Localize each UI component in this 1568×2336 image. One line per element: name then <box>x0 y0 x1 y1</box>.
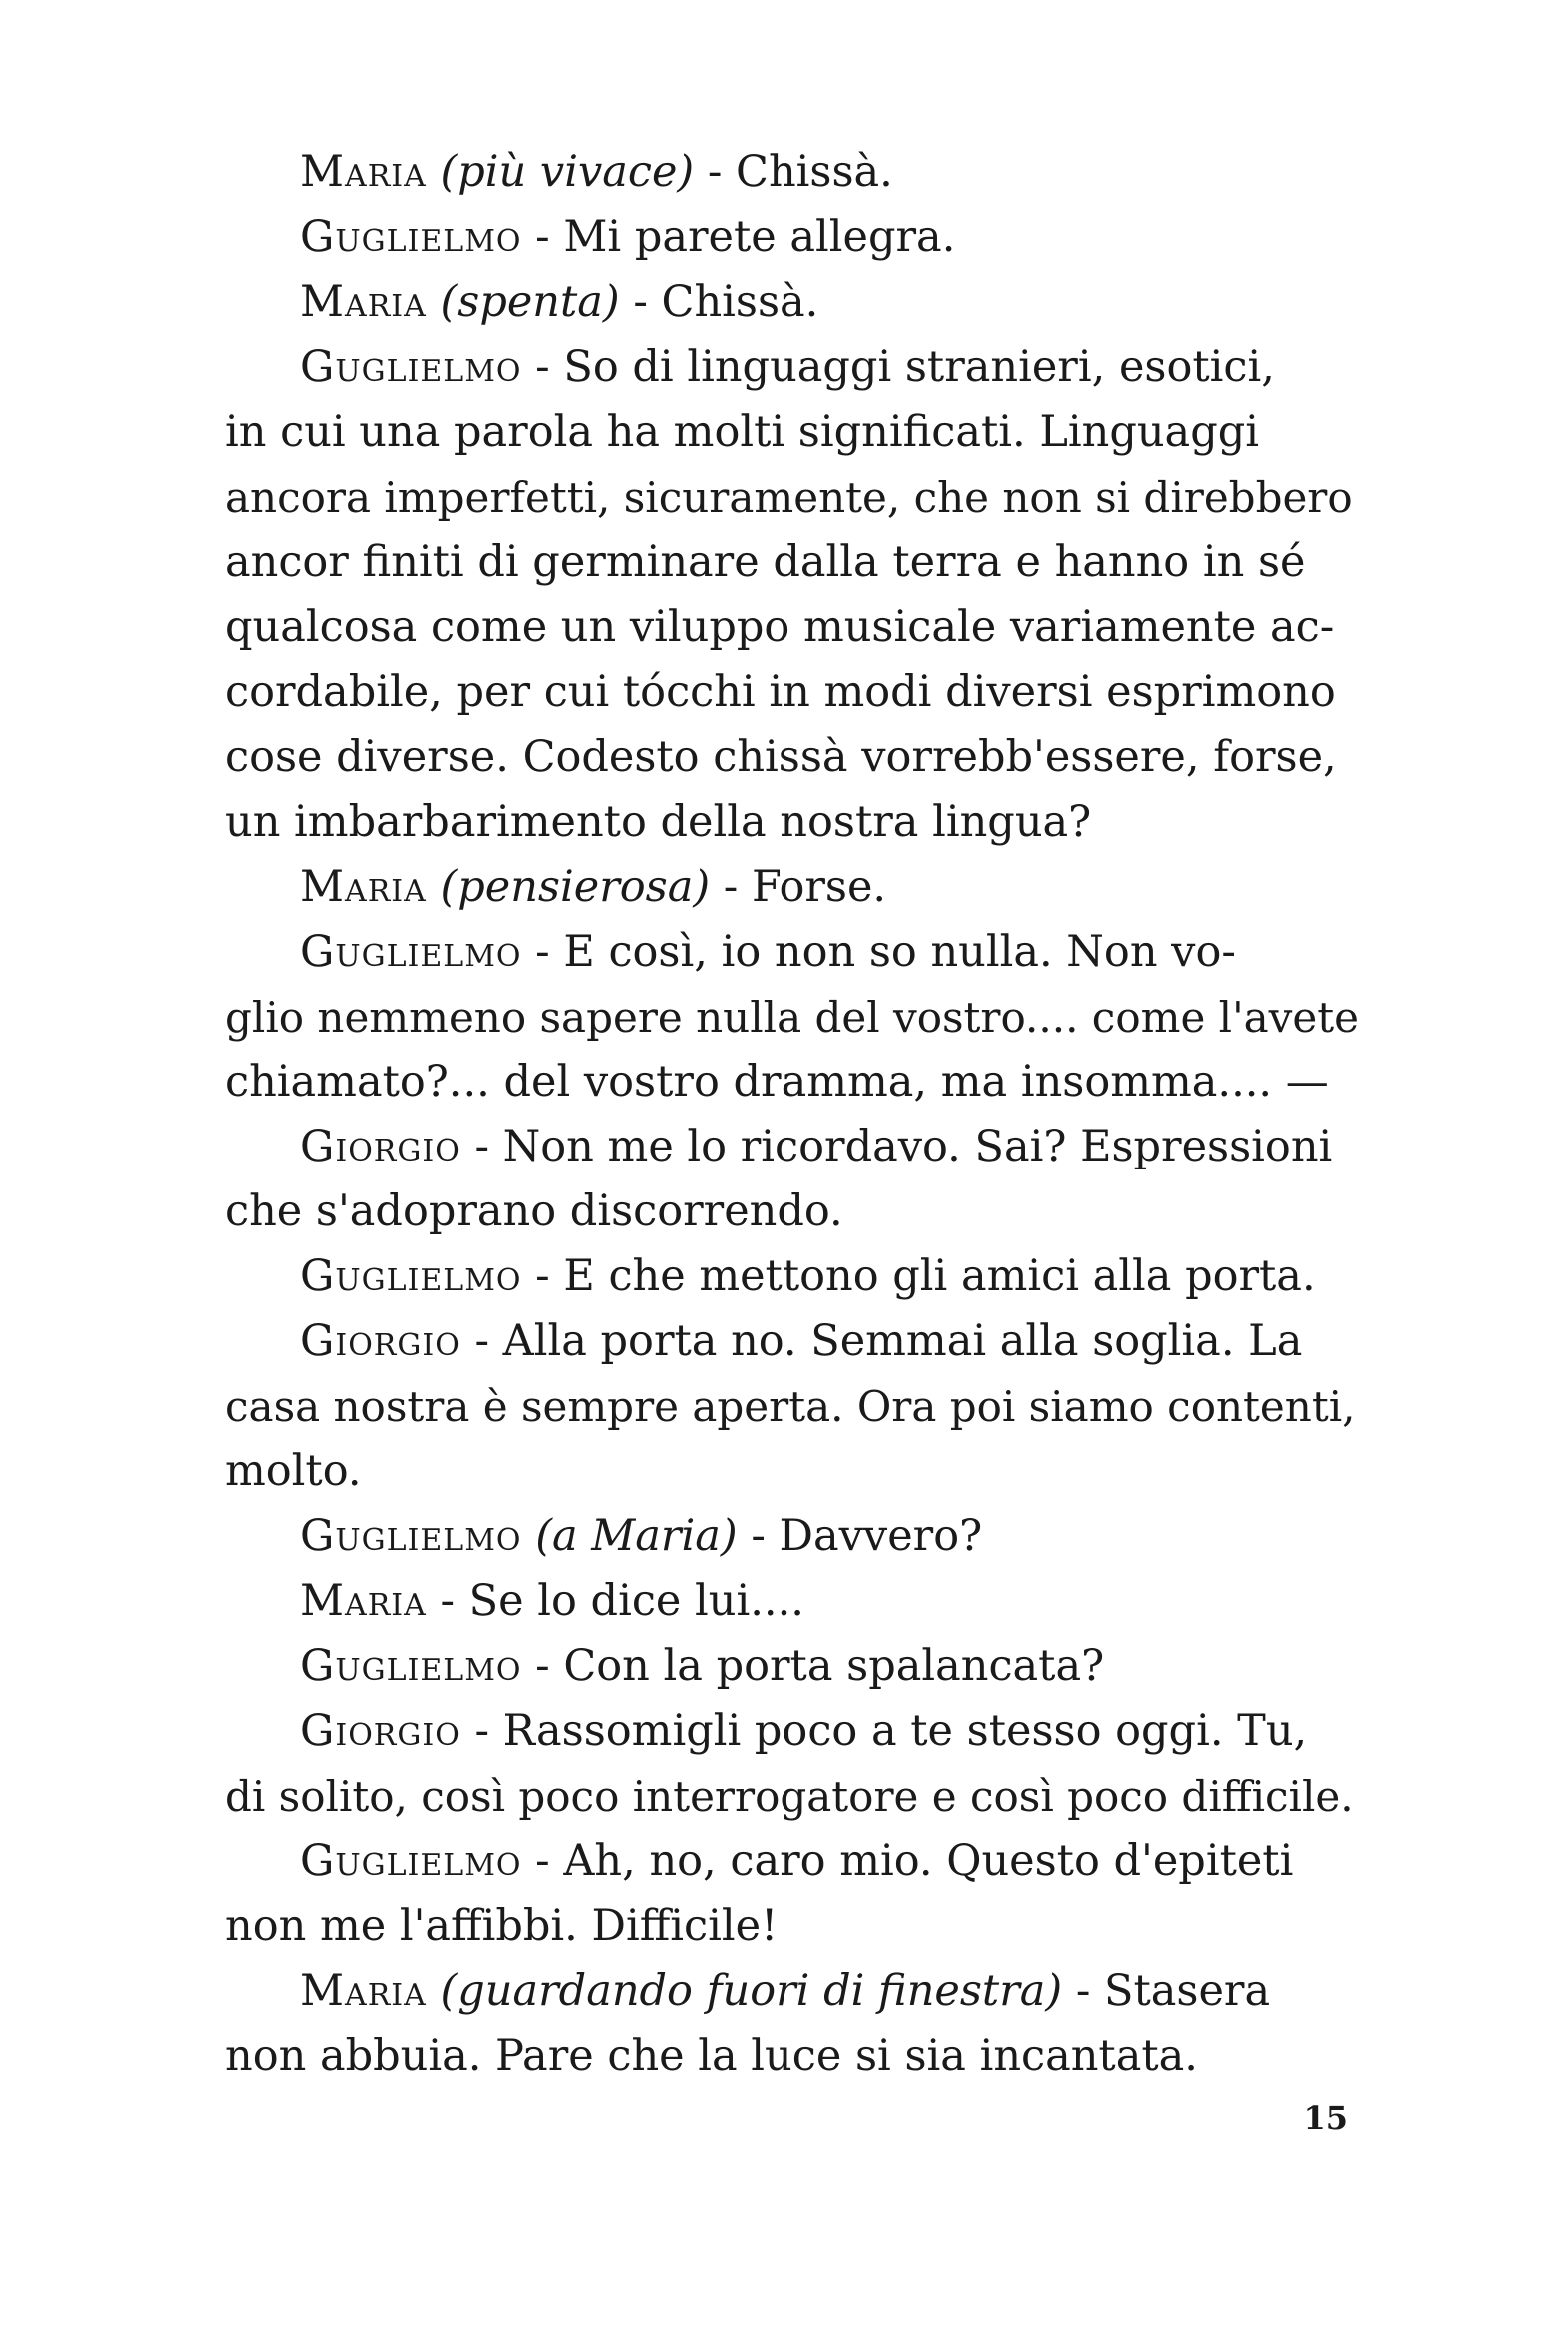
dialogue-text: che s'adoprano discorrendo. <box>225 1186 843 1236</box>
dialogue-text: non abbuia. Pare che la luce si sia incantata. <box>225 2031 1198 2081</box>
dialogue-line-continuation <box>225 400 1359 465</box>
dialogue-line-continuation <box>225 985 1359 1050</box>
dialogue-text: casa nostra è sempre aperta. Ora poi siamo contenti, <box>225 1382 1356 1431</box>
stage-direction: (guardando fuori di finestra) <box>440 1966 1063 2016</box>
dialogue-line-speaker <box>225 140 1359 205</box>
stage-direction: (più vivace) <box>440 147 695 197</box>
dialogue-text: in cui una parola ha molti significati. Linguaggi <box>225 407 1260 457</box>
speaker-name: Guglielmo <box>300 212 522 262</box>
page-number: 15 <box>1303 2099 1348 2137</box>
dialogue-text: - E che mettono gli amici alla porta. <box>521 1251 1316 1301</box>
dialogue-line-speaker <box>225 855 1359 920</box>
speaker-name: Maria <box>300 147 427 197</box>
dialogue-text: un imbarbarimento della nostra lingua? <box>225 797 1092 847</box>
dialogue-line-speaker <box>225 1569 1359 1634</box>
speaker-name: Guglielmo <box>300 1511 522 1561</box>
dialogue-line-speaker <box>225 205 1359 270</box>
dialogue-text: - Chissà. <box>694 147 893 197</box>
dialogue-line-speaker <box>225 920 1359 985</box>
speaker-name: Guglielmo <box>300 342 522 392</box>
stage-direction: (a Maria) <box>535 1511 738 1561</box>
dialogue-text: - Ah, no, caro mio. Questo d'epiteti <box>521 1836 1294 1886</box>
dialogue-text: qualcosa come un viluppo musicale variamente ac- <box>225 602 1335 652</box>
speaker-name: Maria <box>300 862 427 912</box>
book-page-text <box>225 140 1359 2089</box>
dialogue-line-continuation <box>225 1374 1359 1439</box>
speaker-name: Guglielmo <box>300 1641 522 1691</box>
dialogue-line-speaker <box>225 1959 1359 2024</box>
speaker-name: Guglielmo <box>300 1251 522 1301</box>
dialogue-line-continuation <box>225 1179 1359 1244</box>
speaker-name: Maria <box>300 1966 427 2016</box>
dialogue-line-continuation <box>225 1439 1359 1504</box>
dialogue-line-continuation <box>225 660 1359 725</box>
speaker-name: Guglielmo <box>300 1836 522 1886</box>
dialogue-text: - Rassomigli poco a te stesso oggi. Tu, <box>460 1706 1308 1756</box>
dialogue-line-speaker <box>225 335 1359 400</box>
dialogue-line-continuation <box>225 1764 1359 1829</box>
dialogue-text: - E così, io non so nulla. Non vo- <box>521 927 1236 977</box>
dialogue-line-speaker <box>225 1829 1359 1894</box>
dialogue-text: - Davvero? <box>737 1511 983 1561</box>
speaker-name: Maria <box>300 1576 427 1626</box>
dialogue-text: molto. <box>225 1446 362 1496</box>
dialogue-line-continuation <box>225 595 1359 660</box>
dialogue-text: di solito, così poco interrogatore e così poco difficile. <box>225 1772 1354 1821</box>
dialogue-text: - So di linguaggi stranieri, esotici, <box>521 342 1275 392</box>
dialogue-line-speaker <box>225 1309 1359 1374</box>
dialogue-text: ancora imperfetti, sicuramente, che non si direbbero <box>225 473 1353 522</box>
dialogue-text: - Forse. <box>710 862 887 912</box>
dialogue-line-speaker <box>225 1699 1359 1764</box>
speaker-name: Giorgio <box>300 1316 461 1366</box>
dialogue-line-speaker <box>225 270 1359 335</box>
dialogue-line-speaker <box>225 1244 1359 1309</box>
speaker-name: Maria <box>300 277 427 327</box>
dialogue-text: non me l'affibbi. Difficile! <box>225 1901 779 1951</box>
dialogue-text: - Mi parete allegra. <box>521 212 956 262</box>
dialogue-line-speaker <box>225 1634 1359 1699</box>
speaker-name: Giorgio <box>300 1122 461 1171</box>
dialogue-text: - Se lo dice lui.... <box>426 1576 804 1626</box>
dialogue-text: - Stasera <box>1062 1966 1271 2016</box>
dialogue-line-continuation <box>225 465 1359 530</box>
stage-direction: (pensierosa) <box>440 862 711 912</box>
dialogue-text: glio nemmeno sapere nulla del vostro.... come l'avete <box>225 993 1359 1042</box>
dialogue-text: cordabile, per cui tócchi in modi diversi esprimono <box>225 667 1336 717</box>
dialogue-line-speaker <box>225 1504 1359 1569</box>
dialogue-text: cose diverse. Codesto chissà vorrebb'essere, forse, <box>225 732 1337 782</box>
dialogue-line-speaker <box>225 1115 1359 1179</box>
dialogue-line-continuation <box>225 1894 1359 1959</box>
stage-direction: (spenta) <box>440 277 620 327</box>
dialogue-text: ancor finiti di germinare dalla terra e hanno in sé <box>225 537 1306 587</box>
dialogue-line-continuation <box>225 725 1359 790</box>
speaker-name: Giorgio <box>300 1706 461 1756</box>
dialogue-text: chiamato?... del vostro dramma, ma insomma.... — <box>225 1057 1329 1107</box>
dialogue-line-continuation <box>225 2024 1359 2089</box>
dialogue-line-continuation <box>225 530 1359 595</box>
dialogue-text: - Chissà. <box>619 277 819 327</box>
dialogue-line-continuation <box>225 1050 1359 1115</box>
speaker-name: Guglielmo <box>300 927 522 977</box>
dialogue-text: - Non me lo ricordavo. Sai? Espressioni <box>460 1122 1333 1171</box>
dialogue-text: - Alla porta no. Semmai alla soglia. La <box>460 1316 1303 1366</box>
dialogue-text: - Con la porta spalancata? <box>521 1641 1105 1691</box>
dialogue-line-continuation <box>225 790 1359 855</box>
